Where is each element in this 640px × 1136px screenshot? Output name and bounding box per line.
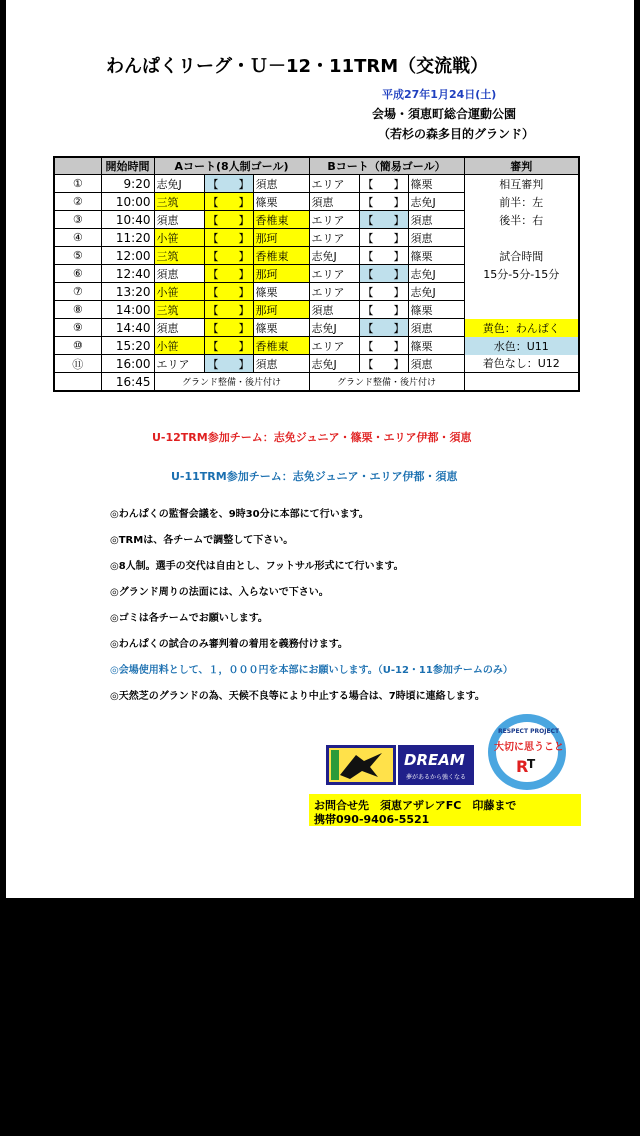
match-number: ④ [54, 229, 101, 247]
court-a-score: 【 】 [204, 337, 253, 355]
schedule-row [54, 247, 579, 265]
referee-note: 15分-5分-15分 [464, 265, 579, 283]
start-time: 10:40 [101, 211, 154, 229]
court-a-team-1: 小笹 [154, 229, 204, 247]
match-number: ① [54, 175, 101, 193]
sponsor-logo-dream [398, 745, 474, 785]
respect-logo-top: RESPECT PROJECT [498, 728, 560, 735]
svg-text:T: T [527, 757, 536, 771]
court-a-note: グランド整備・後片付け [154, 373, 309, 392]
rule-3: ◎8人制。選手の交代は自由とし、フットサル形式にて行います。 [110, 561, 404, 572]
court-a-score: 【 】 [204, 265, 253, 283]
court-a-score: 【 】 [204, 247, 253, 265]
match-number: ⑤ [54, 247, 101, 265]
court-a-team-2: 篠栗 [253, 283, 309, 301]
court-a-score: 【 】 [204, 211, 253, 229]
u12-teams: U-12TRM参加チーム：志免ジュニア・篠栗・エリア伊都・須恵 [152, 431, 472, 444]
court-a-team-2: 那珂 [253, 229, 309, 247]
referee-note: 水色：U11 [464, 337, 579, 355]
respect-rt-icon [516, 754, 542, 778]
match-number: ⑪ [54, 355, 101, 373]
court-a-team-2: 須恵 [253, 175, 309, 193]
referee-note [464, 373, 579, 392]
start-time: 16:00 [101, 355, 154, 373]
match-number: ⑩ [54, 337, 101, 355]
court-a-score: 【 】 [204, 175, 253, 193]
court-b-score: 【 】 [359, 355, 408, 373]
header-court-b: Bコート（簡易ゴール） [309, 157, 464, 175]
referee-note: 試合時間 [464, 247, 579, 265]
contact-line-1: お問合せ先 須恵アザレアFC 印藤まで [314, 799, 517, 812]
court-b-team-1: エリア [309, 211, 359, 229]
u11-teams: U-11TRM参加チーム：志免ジュニア・エリア伊都・須恵 [171, 470, 458, 483]
court-a-team-2: 那珂 [253, 301, 309, 319]
court-a-score: 【 】 [204, 355, 253, 373]
court-a-team-2: 篠栗 [253, 193, 309, 211]
court-b-score: 【 】 [359, 247, 408, 265]
court-a-score: 【 】 [204, 319, 253, 337]
start-time: 14:00 [101, 301, 154, 319]
court-a-team-2: 香椎東 [253, 211, 309, 229]
start-time: 11:20 [101, 229, 154, 247]
court-b-team-2: 篠栗 [408, 247, 464, 265]
bird-logo-icon [326, 745, 396, 785]
rule-1: ◎わんぱくの監督会議を、9時30分に本部にて行います。 [110, 509, 369, 520]
schedule-row [54, 301, 579, 319]
court-b-team-1: エリア [309, 265, 359, 283]
match-number: ② [54, 193, 101, 211]
court-b-score: 【 】 [359, 229, 408, 247]
court-a-team-1: 志免J [154, 175, 204, 193]
court-b-score: 【 】 [359, 283, 408, 301]
court-b-team-2: 須恵 [408, 211, 464, 229]
schedule-row [54, 211, 579, 229]
court-a-team-1: エリア [154, 355, 204, 373]
schedule-row [54, 193, 579, 211]
dream-logo-sub: 夢があるから強くなる [406, 774, 467, 781]
court-b-team-1: エリア [309, 175, 359, 193]
court-a-score: 【 】 [204, 301, 253, 319]
document-sheet [6, 0, 634, 898]
rule-5: ◎ゴミは各チームでお願いします。 [110, 613, 268, 624]
court-b-team-2: 志免J [408, 283, 464, 301]
respect-project-logo [488, 714, 566, 790]
rule-2: ◎TRMは、各チームで調整して下さい。 [110, 535, 294, 546]
start-time: 14:40 [101, 319, 154, 337]
court-b-note: グランド整備・後片付け [309, 373, 464, 392]
schedule-table [53, 156, 580, 392]
start-time: 12:00 [101, 247, 154, 265]
schedule-row [54, 355, 579, 373]
schedule-final-row [54, 373, 579, 392]
rule-6: ◎わんぱくの試合のみ審判着の着用を義務付けます。 [110, 639, 348, 650]
referee-note: 相互審判 [464, 175, 579, 193]
end-time: 16:45 [101, 373, 154, 392]
match-number: ⑨ [54, 319, 101, 337]
start-time: 10:00 [101, 193, 154, 211]
header-time: 開始時間 [101, 157, 154, 175]
court-a-team-1: 三筑 [154, 301, 204, 319]
event-date: 平成27年1月24日(土) [382, 88, 497, 101]
referee-note: 後半：右 [464, 211, 579, 229]
rule-4: ◎グランド周りの法面には、入らないで下さい。 [110, 587, 329, 598]
court-b-team-1: 須恵 [309, 193, 359, 211]
court-a-team-2: 香椎東 [253, 337, 309, 355]
schedule-row [54, 337, 579, 355]
court-b-score: 【 】 [359, 319, 408, 337]
ground-name: （若杉の森多目的グランド） [378, 127, 535, 141]
dream-logo-text: DREAM [404, 751, 465, 769]
match-number: ⑦ [54, 283, 101, 301]
court-a-team-2: 那珂 [253, 265, 309, 283]
svg-text:R: R [516, 757, 529, 776]
court-a-score: 【 】 [204, 229, 253, 247]
match-number: ⑧ [54, 301, 101, 319]
header-court-a: Aコート(8人制ゴール) [154, 157, 309, 175]
court-b-team-2: 篠栗 [408, 175, 464, 193]
court-b-score: 【 】 [359, 175, 408, 193]
court-b-team-2: 須恵 [408, 229, 464, 247]
court-b-team-2: 志免J [408, 265, 464, 283]
rule-8: ◎天然芝のグランドの為、天候不良等により中止する場合は、7時頃に連絡します。 [110, 691, 485, 702]
venue: 会場・須恵町総合運動公園 [372, 107, 517, 121]
court-a-score: 【 】 [204, 283, 253, 301]
contact-line-2: 携帯090-9406-5521 [314, 813, 430, 826]
referee-note: 着色なし：U12 [464, 355, 579, 373]
court-b-team-2: 篠栗 [408, 337, 464, 355]
rule-7: ◎会場使用料として、１，０００円を本部にお願いします。（U-12・11参加チームのみ） [110, 665, 513, 676]
referee-note [464, 301, 579, 319]
court-a-team-1: 小笹 [154, 337, 204, 355]
match-number: ⑥ [54, 265, 101, 283]
court-b-score: 【 】 [359, 193, 408, 211]
court-b-team-2: 須恵 [408, 355, 464, 373]
court-a-team-1: 小笹 [154, 283, 204, 301]
court-a-team-2: 篠栗 [253, 319, 309, 337]
start-time: 9:20 [101, 175, 154, 193]
respect-logo-main: 大切に思うこと [494, 742, 564, 753]
court-b-team-1: エリア [309, 229, 359, 247]
match-number: ③ [54, 211, 101, 229]
court-b-team-1: エリア [309, 283, 359, 301]
referee-note [464, 229, 579, 247]
court-b-team-1: エリア [309, 337, 359, 355]
start-time: 12:40 [101, 265, 154, 283]
court-a-team-1: 三筑 [154, 193, 204, 211]
court-b-team-2: 篠栗 [408, 301, 464, 319]
header-referee: 審判 [464, 157, 579, 175]
schedule-row [54, 319, 579, 337]
page-title: わんぱくリーグ・Ｕ－12・11TRM（交流戦） [106, 56, 489, 77]
court-a-team-2: 須恵 [253, 355, 309, 373]
referee-note: 前半：左 [464, 193, 579, 211]
contact-box [309, 794, 581, 826]
court-a-score: 【 】 [204, 193, 253, 211]
court-b-team-1: 須恵 [309, 301, 359, 319]
court-b-team-1: 志免J [309, 247, 359, 265]
court-a-team-2: 香椎東 [253, 247, 309, 265]
schedule-row [54, 265, 579, 283]
schedule-row [54, 175, 579, 193]
court-b-score: 【 】 [359, 211, 408, 229]
start-time: 13:20 [101, 283, 154, 301]
court-b-team-1: 志免J [309, 355, 359, 373]
referee-note: 黄色：わんぱく [464, 319, 579, 337]
sponsor-logo-bird [326, 745, 396, 785]
schedule-row [54, 283, 579, 301]
match-number [54, 373, 101, 392]
start-time: 15:20 [101, 337, 154, 355]
court-b-team-2: 須恵 [408, 319, 464, 337]
court-a-team-1: 須恵 [154, 265, 204, 283]
court-b-team-2: 志免J [408, 193, 464, 211]
court-a-team-1: 須恵 [154, 319, 204, 337]
court-b-score: 【 】 [359, 301, 408, 319]
referee-note [464, 283, 579, 301]
table-header-row [54, 157, 579, 175]
court-b-score: 【 】 [359, 265, 408, 283]
schedule-row [54, 229, 579, 247]
header-num [54, 157, 101, 175]
court-b-team-1: 志免J [309, 319, 359, 337]
court-a-team-1: 須恵 [154, 211, 204, 229]
court-a-team-1: 三筑 [154, 247, 204, 265]
court-b-score: 【 】 [359, 337, 408, 355]
